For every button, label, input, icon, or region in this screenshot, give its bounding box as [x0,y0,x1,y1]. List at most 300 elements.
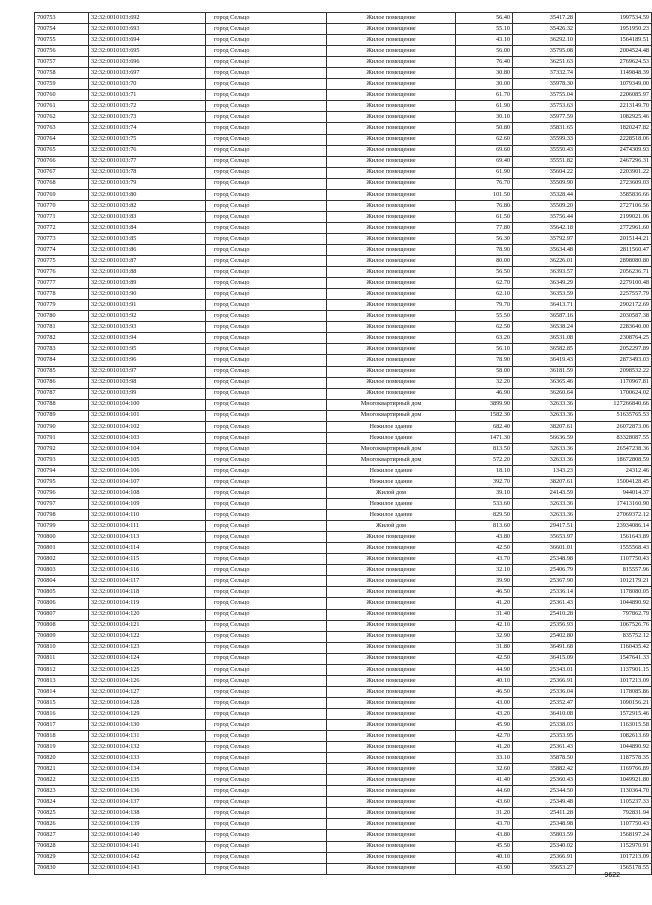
specific-value-cell: 35882.42 [513,764,576,775]
cadastral-value-cell: 2056236.71 [576,267,652,278]
row-number-cell: 700821 [35,764,89,775]
cadastral-number-cell: 32:32:0010103:88 [89,267,206,278]
object-type-cell: Жилое помещение [327,532,456,543]
area-cell: 30.00 [456,79,513,90]
object-type-cell: Жилой дом [327,488,456,499]
object-type-cell: Жилой дом [327,521,456,532]
object-type-cell: Жилое помещение [327,267,456,278]
cadastral-value-cell: 1555568.43 [576,543,652,554]
cadastral-number-cell: 32:32:0010104:124 [89,653,206,664]
row-number-cell: 700781 [35,322,89,333]
object-type-cell: Жилое помещение [327,620,456,631]
area-cell: 58.00 [456,366,513,377]
area-cell: 30.10 [456,112,513,123]
object-type-cell: Жилое помещение [327,244,456,255]
table-row [35,510,652,521]
specific-value-cell: 25348.98 [513,554,576,565]
location-cell: город Сельцо [206,289,327,300]
specific-value-cell: 25356.93 [513,620,576,631]
cadastral-number-cell: 32:32:0010104:123 [89,642,206,653]
row-number-cell: 700790 [35,421,89,432]
cadastral-number-cell: 32:32:0010103:84 [89,222,206,233]
table-row [35,620,652,631]
cadastral-value-cell: 2474309.93 [576,145,652,156]
location-cell: город Сельцо [206,101,327,112]
area-cell: 43.90 [456,863,513,874]
object-type-cell: Жилое помещение [327,289,456,300]
row-number-cell: 700788 [35,399,89,410]
location-cell: город Сельцо [206,432,327,443]
table-row [35,697,652,708]
row-number-cell: 700806 [35,598,89,609]
object-type-cell: Жилое помещение [327,322,456,333]
table-row [35,631,652,642]
area-cell: 39.10 [456,488,513,499]
specific-value-cell: 25352.47 [513,697,576,708]
specific-value-cell: 29417.51 [513,521,576,532]
specific-value-cell: 25336.14 [513,587,576,598]
location-cell: город Сельцо [206,366,327,377]
row-number-cell: 700819 [35,742,89,753]
table-row [35,300,652,311]
table-row [35,488,652,499]
object-type-cell: Жилое помещение [327,808,456,819]
cadastral-number-cell: 32:32:0010103:73 [89,112,206,123]
object-type-cell: Жилое помещение [327,57,456,68]
object-type-cell: Жилое помещение [327,167,456,178]
registry-table-body [35,13,652,875]
location-cell: город Сельцо [206,311,327,322]
cadastral-number-cell: 32:32:0010104:133 [89,753,206,764]
cadastral-value-cell: 1178085.86 [576,686,652,697]
object-type-cell: Многоквартирный дом [327,454,456,465]
area-cell: 41.40 [456,775,513,786]
cadastral-value-cell: 815557.96 [576,565,652,576]
area-cell: 43.00 [456,697,513,708]
cadastral-value-cell: 1107750.43 [576,819,652,830]
cadastral-number-cell: 32:32:0010104:116 [89,565,206,576]
specific-value-cell: 36601.01 [513,543,576,554]
specific-value-cell: 25410.28 [513,609,576,620]
cadastral-number-cell: 32:32:0010104:113 [89,532,206,543]
cadastral-number-cell: 32:32:0010104:126 [89,675,206,686]
location-cell: город Сельцо [206,664,327,675]
object-type-cell: Жилое помещение [327,377,456,388]
cadastral-number-cell: 32:32:0010104:130 [89,720,206,731]
specific-value-cell: 25406.79 [513,565,576,576]
cadastral-number-cell: 32:32:0010103:80 [89,189,206,200]
specific-value-cell: 36226.01 [513,256,576,267]
row-number-cell: 700814 [35,686,89,697]
table-row [35,731,652,742]
specific-value-cell: 35509.90 [513,178,576,189]
object-type-cell: Нежилое здание [327,421,456,432]
specific-value-cell: 36538.24 [513,322,576,333]
row-number-cell: 700808 [35,620,89,631]
row-number-cell: 700767 [35,167,89,178]
specific-value-cell: 25343.01 [513,664,576,675]
location-cell: город Сельцо [206,278,327,289]
location-cell: город Сельцо [206,399,327,410]
table-row [35,708,652,719]
cadastral-value-cell: 1067526.76 [576,620,652,631]
cadastral-number-cell: 32:32:0010104:122 [89,631,206,642]
table-row [35,267,652,278]
cadastral-value-cell: 1017213.09 [576,852,652,863]
area-cell: 43.20 [456,708,513,719]
location-cell: город Сельцо [206,167,327,178]
table-row [35,841,652,852]
area-cell: 78.90 [456,244,513,255]
specific-value-cell: 35803.59 [513,830,576,841]
location-cell: город Сельцо [206,510,327,521]
location-cell: город Сельцо [206,344,327,355]
table-row [35,399,652,410]
table-row [35,112,652,123]
cadastral-value-cell: 1130364.70 [576,786,652,797]
row-number-cell: 700804 [35,576,89,587]
specific-value-cell: 35417.28 [513,13,576,24]
object-type-cell: Жилое помещение [327,256,456,267]
row-number-cell: 700802 [35,554,89,565]
area-cell: 44.60 [456,786,513,797]
row-number-cell: 700827 [35,830,89,841]
cadastral-number-cell: 32:32:0010103:90 [89,289,206,300]
object-type-cell: Жилое помещение [327,46,456,57]
cadastral-number-cell: 32:32:0010104:132 [89,742,206,753]
specific-value-cell: 36181.59 [513,366,576,377]
cadastral-value-cell: 18672808.59 [576,454,652,465]
row-number-cell: 700809 [35,631,89,642]
table-row [35,797,652,808]
specific-value-cell: 36419.43 [513,355,576,366]
object-type-cell: Жилое помещение [327,841,456,852]
area-cell: 813.50 [456,443,513,454]
row-number-cell: 700768 [35,178,89,189]
table-row [35,355,652,366]
cadastral-number-cell: 32:32:0010103:70 [89,79,206,90]
cadastral-value-cell: 26547238.36 [576,443,652,454]
object-type-cell: Жилое помещение [327,24,456,35]
object-type-cell: Жилое помещение [327,775,456,786]
row-number-cell: 700766 [35,156,89,167]
cadastral-number-cell: 32:32:0010104:135 [89,775,206,786]
cadastral-number-cell: 32:32:0010104:104 [89,443,206,454]
row-number-cell: 700762 [35,112,89,123]
location-cell: город Сельцо [206,620,327,631]
table-row [35,167,652,178]
object-type-cell: Жилое помещение [327,753,456,764]
row-number-cell: 700760 [35,90,89,101]
cadastral-value-cell: 1017213.09 [576,675,652,686]
area-cell: 56.00 [456,46,513,57]
cadastral-value-cell: 1049921.80 [576,775,652,786]
cadastral-value-cell: 1082613.69 [576,731,652,742]
table-row [35,764,652,775]
table-row [35,244,652,255]
cadastral-number-cell: 32:32:0010104:107 [89,476,206,487]
table-row [35,200,652,211]
row-number-cell: 700774 [35,244,89,255]
specific-value-cell: 36582.85 [513,344,576,355]
table-row [35,576,652,587]
cadastral-value-cell: 2772961.60 [576,222,652,233]
cadastral-value-cell: 2199021.06 [576,211,652,222]
specific-value-cell: 38207.61 [513,476,576,487]
table-row [35,664,652,675]
row-number-cell: 700782 [35,333,89,344]
row-number-cell: 700799 [35,521,89,532]
cadastral-value-cell: 1178080.05 [576,587,652,598]
location-cell: город Сельцо [206,57,327,68]
specific-value-cell: 36415.09 [513,653,576,664]
row-number-cell: 700811 [35,653,89,664]
area-cell: 18.10 [456,465,513,476]
table-row [35,13,652,24]
row-number-cell: 700826 [35,819,89,830]
object-type-cell: Жилое помещение [327,156,456,167]
table-row [35,421,652,432]
location-cell: город Сельцо [206,819,327,830]
object-type-cell: Жилое помещение [327,278,456,289]
area-cell: 392.70 [456,476,513,487]
object-type-cell: Жилое помещение [327,720,456,731]
object-type-cell: Жилое помещение [327,697,456,708]
object-type-cell: Жилое помещение [327,355,456,366]
table-row [35,454,652,465]
table-row [35,366,652,377]
cadastral-number-cell: 32:32:0010103:82 [89,200,206,211]
area-cell: 42.10 [456,620,513,631]
cadastral-number-cell: 32:32:0010104:118 [89,587,206,598]
location-cell: город Сельцо [206,256,327,267]
location-cell: город Сельцо [206,764,327,775]
object-type-cell: Жилое помещение [327,819,456,830]
area-cell: 46.90 [456,388,513,399]
cadastral-value-cell: 2228518.06 [576,134,652,145]
object-type-cell: Жилое помещение [327,222,456,233]
cadastral-number-cell: 32:32:0010103:697 [89,68,206,79]
row-number-cell: 700800 [35,532,89,543]
area-cell: 101.50 [456,189,513,200]
cadastral-number-cell: 32:32:0010103:72 [89,101,206,112]
table-row [35,443,652,454]
cadastral-value-cell: 2015144.21 [576,233,652,244]
location-cell: город Сельцо [206,642,327,653]
cadastral-value-cell: 1820247.82 [576,123,652,134]
specific-value-cell: 35509.20 [513,200,576,211]
location-cell: город Сельцо [206,46,327,57]
area-cell: 56.50 [456,267,513,278]
table-row [35,145,652,156]
specific-value-cell: 36260.64 [513,388,576,399]
cadastral-number-cell: 32:32:0010104:119 [89,598,206,609]
cadastral-number-cell: 32:32:0010104:105 [89,454,206,465]
specific-value-cell: 36292.10 [513,35,576,46]
specific-value-cell: 36393.57 [513,267,576,278]
row-number-cell: 700755 [35,35,89,46]
table-row [35,808,652,819]
row-number-cell: 700785 [35,366,89,377]
cadastral-value-cell: 1163015.58 [576,720,652,731]
cadastral-value-cell: 1137901.15 [576,664,652,675]
row-number-cell: 700803 [35,565,89,576]
cadastral-value-cell: 15004128.45 [576,476,652,487]
cadastral-value-cell: 2206085.97 [576,90,652,101]
location-cell: город Сельцо [206,720,327,731]
cadastral-value-cell: 1700624.02 [576,388,652,399]
specific-value-cell: 36410.08 [513,708,576,719]
object-type-cell: Многоквартирный дом [327,443,456,454]
table-row [35,101,652,112]
object-type-cell: Жилое помещение [327,178,456,189]
area-cell: 79.70 [456,300,513,311]
area-cell: 61.50 [456,211,513,222]
area-cell: 50.80 [456,123,513,134]
location-cell: город Сельцо [206,35,327,46]
cadastral-value-cell: 2257557.79 [576,289,652,300]
specific-value-cell: 35831.65 [513,123,576,134]
table-row [35,178,652,189]
table-row [35,819,652,830]
object-type-cell: Жилое помещение [327,211,456,222]
cadastral-value-cell: 2308764.25 [576,333,652,344]
cadastral-value-cell: 835752.12 [576,631,652,642]
object-type-cell: Жилое помещение [327,642,456,653]
area-cell: 45.50 [456,841,513,852]
cadastral-value-cell: 1564189.51 [576,35,652,46]
object-type-cell: Нежилое здание [327,465,456,476]
object-type-cell: Жилое помещение [327,609,456,620]
object-type-cell: Жилое помещение [327,366,456,377]
table-row [35,189,652,200]
area-cell: 41.20 [456,598,513,609]
location-cell: город Сельцо [206,841,327,852]
cadastral-value-cell: 1012179.21 [576,576,652,587]
location-cell: город Сельцо [206,576,327,587]
cadastral-number-cell: 32:32:0010103:83 [89,211,206,222]
cadastral-number-cell: 32:32:0010103:695 [89,46,206,57]
object-type-cell: Жилое помещение [327,300,456,311]
table-row [35,90,652,101]
table-row [35,686,652,697]
object-type-cell: Жилое помещение [327,631,456,642]
area-cell: 32.90 [456,631,513,642]
object-type-cell: Жилое помещение [327,764,456,775]
cadastral-value-cell: 2811560.47 [576,244,652,255]
table-row [35,465,652,476]
area-cell: 41.20 [456,742,513,753]
row-number-cell: 700789 [35,410,89,421]
cadastral-value-cell: 2213149.70 [576,101,652,112]
table-row [35,46,652,57]
cadastral-value-cell: 2052297.89 [576,344,652,355]
specific-value-cell: 25360.43 [513,775,576,786]
area-cell: 56.30 [456,233,513,244]
cadastral-number-cell: 32:32:0010104:101 [89,410,206,421]
area-cell: 33.10 [456,753,513,764]
page-number: 9622 [604,872,620,879]
object-type-cell: Жилое помещение [327,123,456,134]
specific-value-cell: 25366.91 [513,852,576,863]
cadastral-value-cell: 1169766.89 [576,764,652,775]
location-cell: город Сельцо [206,786,327,797]
row-number-cell: 700778 [35,289,89,300]
location-cell: город Сельцо [206,731,327,742]
cadastral-number-cell: 32:32:0010104:102 [89,421,206,432]
location-cell: город Сельцо [206,465,327,476]
object-type-cell: Нежилое здание [327,432,456,443]
cadastral-value-cell: 1170967.81 [576,377,652,388]
location-cell: город Сельцо [206,742,327,753]
specific-value-cell: 56636.59 [513,432,576,443]
location-cell: город Сельцо [206,521,327,532]
cadastral-value-cell: 2727106.56 [576,200,652,211]
cadastral-number-cell: 32:32:0010103:97 [89,366,206,377]
location-cell: город Сельцо [206,443,327,454]
area-cell: 39.90 [456,576,513,587]
cadastral-value-cell: 2769624.53 [576,57,652,68]
table-row [35,377,652,388]
row-number-cell: 700770 [35,200,89,211]
area-cell: 80.00 [456,256,513,267]
cadastral-value-cell: 1187578.35 [576,753,652,764]
specific-value-cell: 35550.43 [513,145,576,156]
row-number-cell: 700796 [35,488,89,499]
row-number-cell: 700816 [35,708,89,719]
location-cell: город Сельцо [206,753,327,764]
object-type-cell: Жилое помещение [327,344,456,355]
table-row [35,786,652,797]
area-cell: 45.90 [456,720,513,731]
cadastral-value-cell: 1152970.91 [576,841,652,852]
object-type-cell: Жилое помещение [327,587,456,598]
object-type-cell: Жилое помещение [327,90,456,101]
cadastral-value-cell: 2283640.00 [576,322,652,333]
row-number-cell: 700780 [35,311,89,322]
object-type-cell: Жилое помещение [327,112,456,123]
cadastral-number-cell: 32:32:0010103:86 [89,244,206,255]
area-cell: 43.10 [456,35,513,46]
cadastral-value-cell: 2902172.69 [576,300,652,311]
object-type-cell: Жилое помещение [327,200,456,211]
table-row [35,543,652,554]
row-number-cell: 700763 [35,123,89,134]
row-number-cell: 700828 [35,841,89,852]
table-row [35,852,652,863]
area-cell: 62.60 [456,134,513,145]
location-cell: город Сельцо [206,830,327,841]
object-type-cell: Жилое помещение [327,653,456,664]
row-number-cell: 700756 [35,46,89,57]
cadastral-number-cell: 32:32:0010104:108 [89,488,206,499]
cadastral-value-cell: 127266840.66 [576,399,652,410]
area-cell: 43.80 [456,830,513,841]
table-row [35,863,652,874]
row-number-cell: 700783 [35,344,89,355]
table-row [35,775,652,786]
specific-value-cell: 1343.23 [513,465,576,476]
cadastral-value-cell: 1107750.43 [576,554,652,565]
table-row [35,311,652,322]
object-type-cell: Жилое помещение [327,863,456,874]
table-row [35,587,652,598]
specific-value-cell: 36251.63 [513,57,576,68]
table-row [35,222,652,233]
object-type-cell: Жилое помещение [327,598,456,609]
location-cell: город Сельцо [206,79,327,90]
cadastral-number-cell: 32:32:0010104:127 [89,686,206,697]
